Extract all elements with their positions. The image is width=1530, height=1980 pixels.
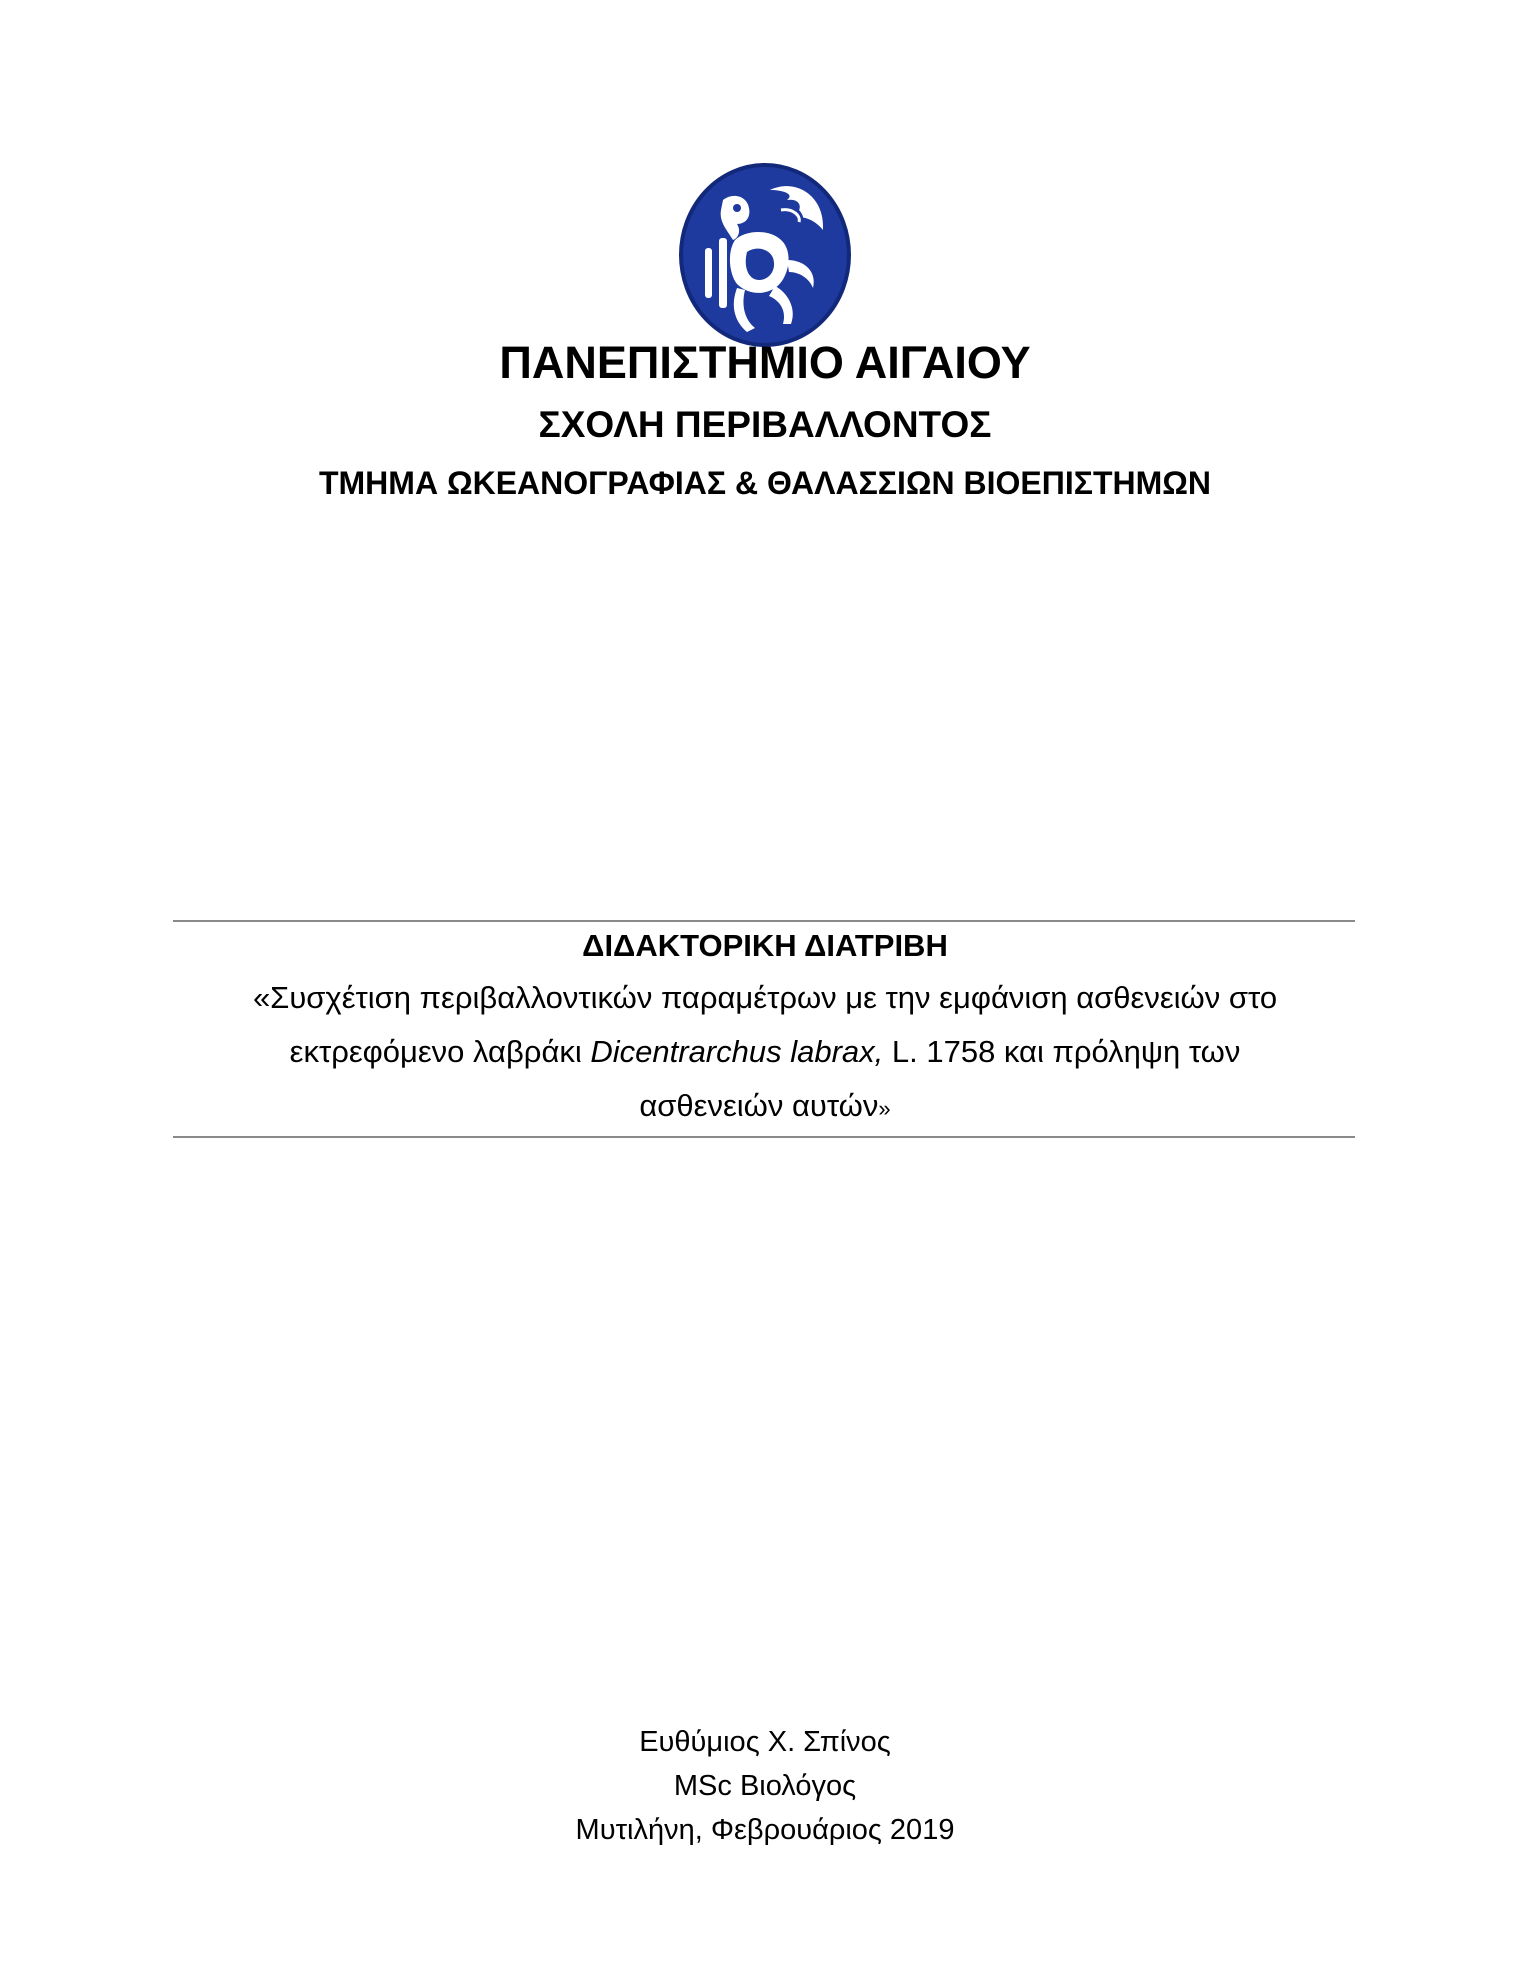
thesis-title-line-2-prefix: εκτρεφόμενο λαβράκι [289,1034,591,1069]
author-name: Ευθύμιος Χ. Σπίνος [639,1726,891,1758]
title-top-divider [173,920,1355,922]
university-seal-icon [675,160,855,350]
thesis-title-line-2-suffix: L. 1758 και πρόληψη των [883,1034,1241,1069]
thesis-type: ΔΙΔΑΚΤΟΡΙΚΗ ΔΙΑΤΡΙΒΗ [582,928,948,963]
thesis-title-line-3 [0,1084,1530,1131]
author-degree: MSc Βιολόγος [673,1770,857,1802]
department-name: ΤΜΗΜΑ ΩΚΕΑΝΟΓΡΑΦΙΑΣ & ΘΑΛΑΣΣΙΩΝ ΒΙΟΕΠΙΣΤΗΜΩΝ [318,465,1212,501]
school-name: ΣΧΟΛΗ ΠΕΡΙΒΑΛΛΟΝΤΟΣ [538,404,992,445]
title-bottom-divider [173,1136,1355,1138]
thesis-title-line-3-text: ασθενειών αυτών [639,1088,879,1123]
species-name: Dicentrarchus labrax, [590,1034,884,1069]
place-and-date: Μυτιλήνη, Φεβρουάριος 2019 [575,1814,955,1846]
thesis-title-line-1: «Συσχέτιση περιβαλλοντικών παραμέτρων με την εμφάνιση ασθενειών στο [252,980,1278,1015]
closing-quote: » [878,1096,891,1121]
university-name: ΠΑΝΕΠΙΣΤΗΜΙΟ ΑΙΓΑΙΟΥ [499,337,1031,388]
thesis-title-line-2 [0,1030,1530,1074]
